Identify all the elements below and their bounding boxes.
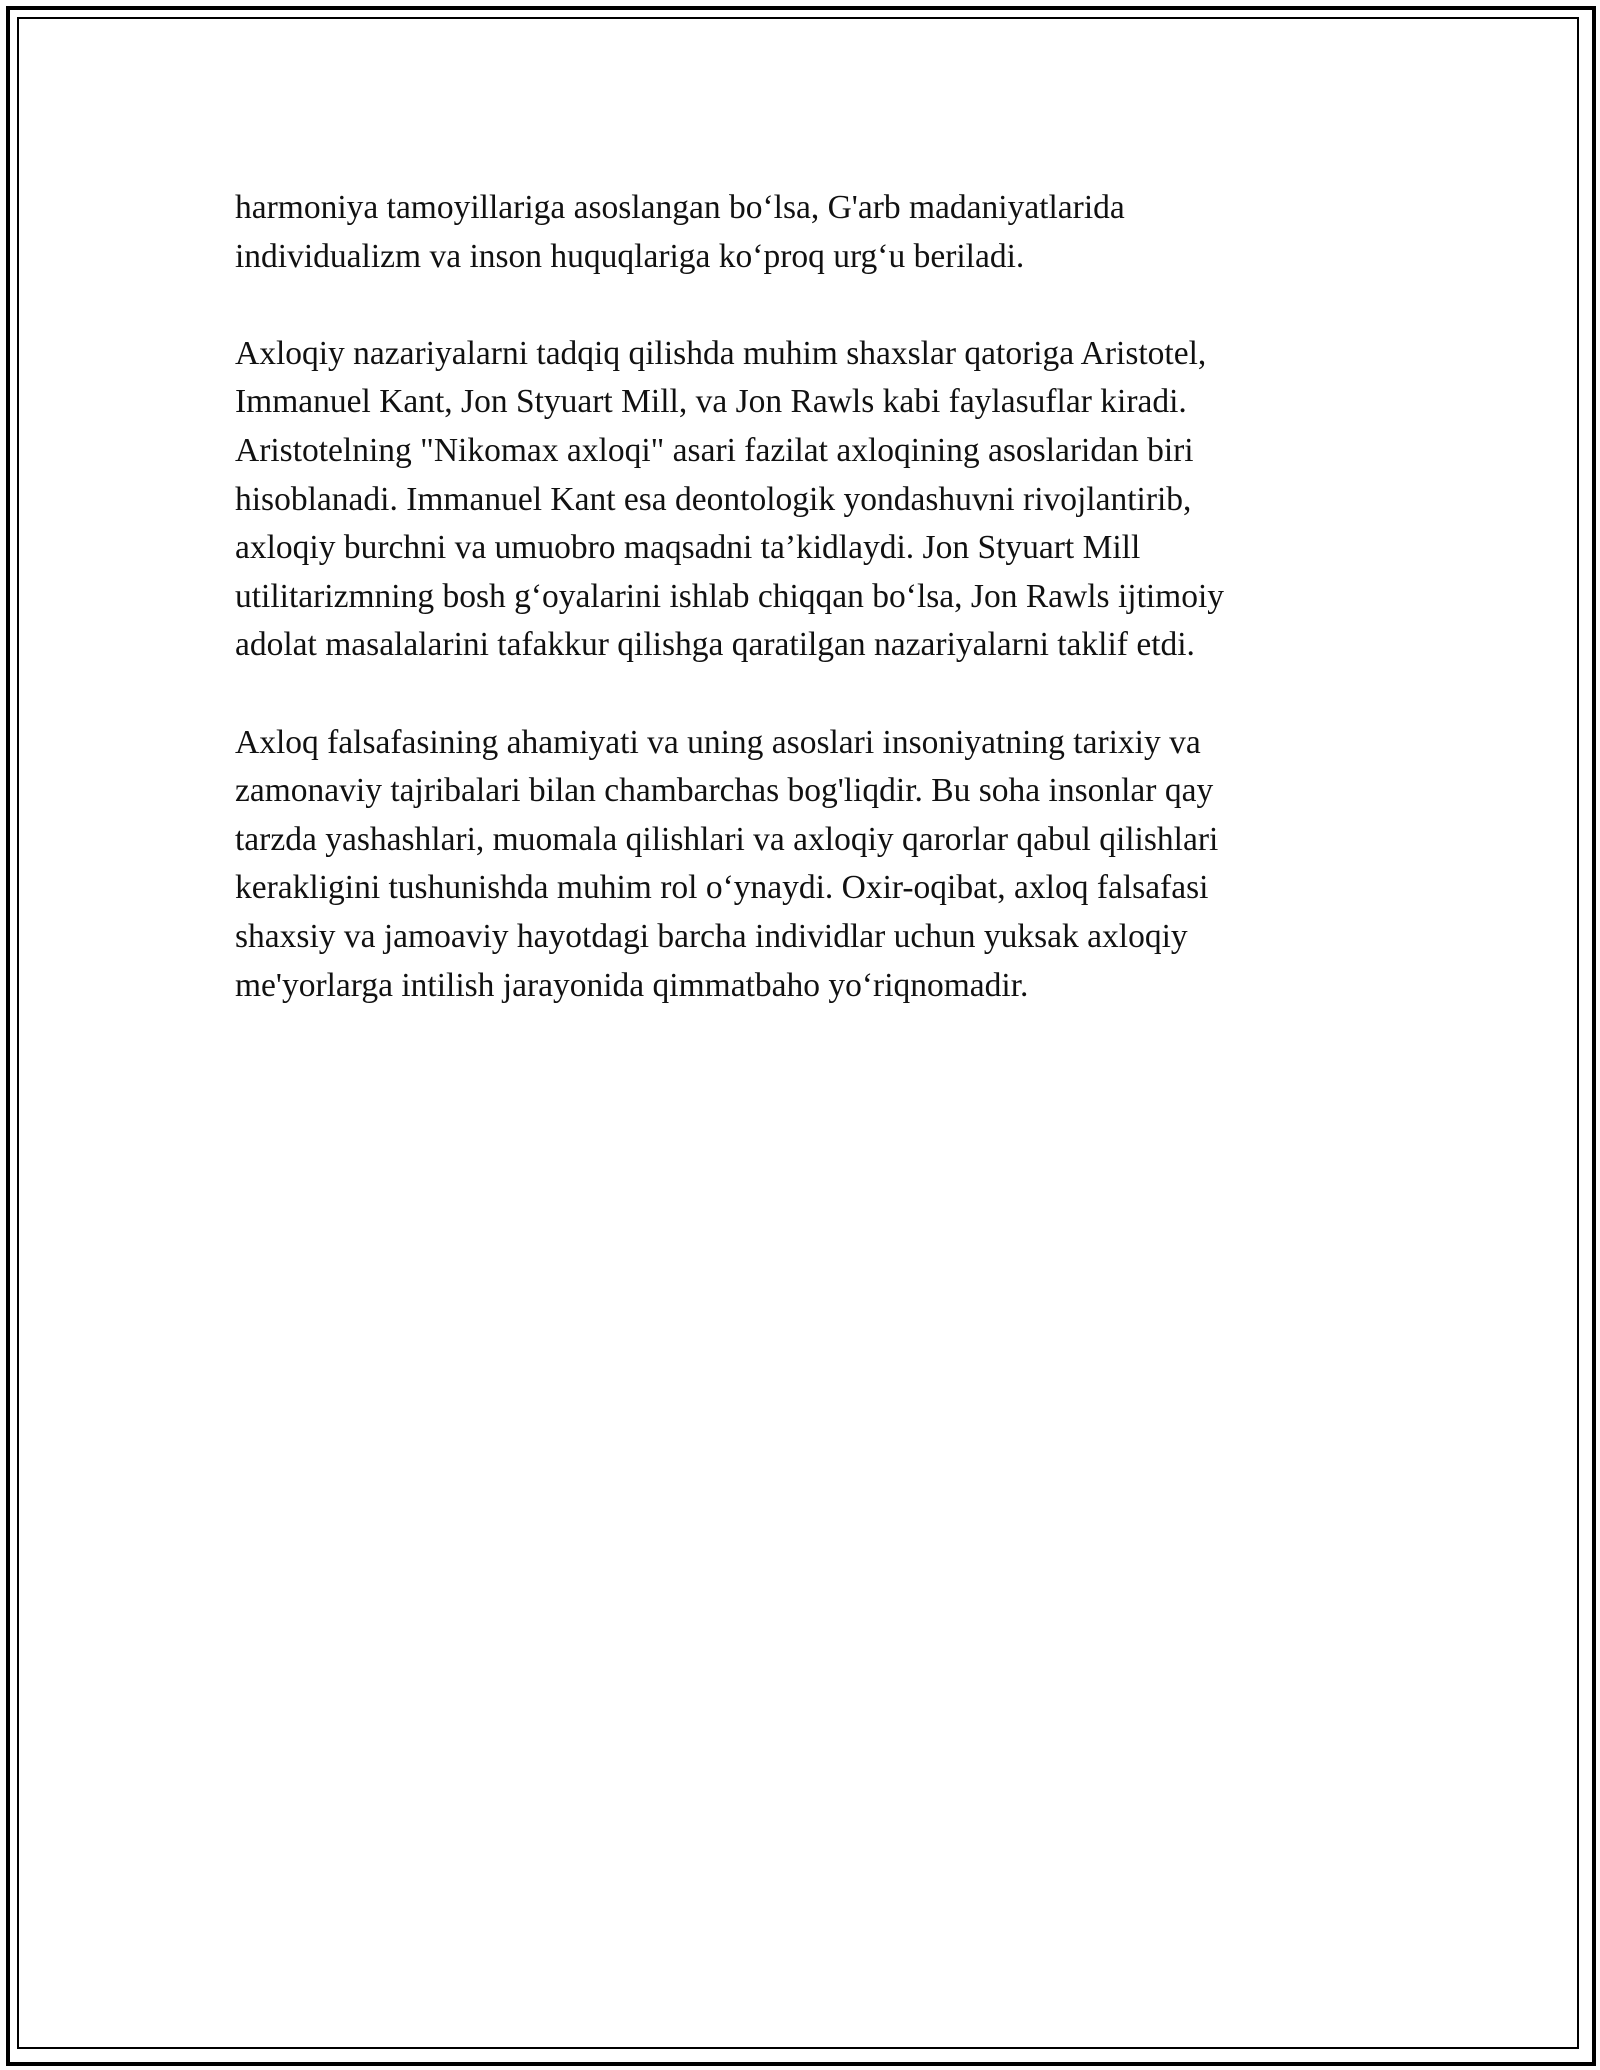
paragraph-3 [235, 719, 1375, 1011]
text-line: utilitarizmning bosh g‘oyalarini ishlab chiqqan bo‘lsa, Jon Rawls ijtimoiy [235, 577, 1225, 615]
text-line: tarzda yashashlari, muomala qilishlari va axloqiy qarorlar qabul qilishlari [235, 820, 1219, 858]
text-line: me'yorlarga intilish jarayonida qimmatbaho yo‘riqnomadir. [235, 966, 1029, 1004]
text-line: hisoblanadi. Immanuel Kant esa deontologik yondashuvni rivojlantirib, [235, 480, 1192, 518]
paragraph-2 [235, 330, 1375, 670]
text-line: axloqiy burchni va umuobro maqsadni ta’kidlaydi. Jon Styuart Mill [235, 529, 1141, 567]
text-line: Aristotelning "Nikomax axloqi" asari fazilat axloqining asoslaridan biri [235, 431, 1194, 469]
paragraph-1 [235, 184, 1375, 281]
text-line: harmoniya tamoyillariga asoslangan bo‘lsa, G'arb madaniyatlarida [235, 189, 1125, 226]
text-line: kerakligini tushunishda muhim rol o‘ynaydi. Oxir-oqibat, axloq falsafasi [235, 869, 1209, 907]
text-line: individualizm va inson huquqlariga ko‘proq urg‘u beriladi. [235, 237, 1025, 275]
text-line: Immanuel Kant, Jon Styuart Mill, va Jon Rawls kabi faylasuflar kiradi. [235, 383, 1187, 421]
text-line: Axloqiy nazariyalarni tadqiq qilishda muhim shaxslar qatoriga Aristotel, [235, 334, 1207, 372]
text-line: Axloq falsafasining ahamiyati va uning asoslari insoniyatning tarixiy va [235, 723, 1201, 761]
text-line: zamonaviy tajribalari bilan chambarchas bog'liqdir. Bu soha insonlar qay [235, 772, 1214, 810]
text-line: shaxsiy va jamoaviy hayotdagi barcha individlar uchun yuksak axloqiy [235, 917, 1188, 955]
document-body [235, 184, 1375, 1059]
text-line: adolat masalalarini tafakkur qilishga qaratilgan nazariyalarni taklif etdi. [235, 626, 1195, 664]
